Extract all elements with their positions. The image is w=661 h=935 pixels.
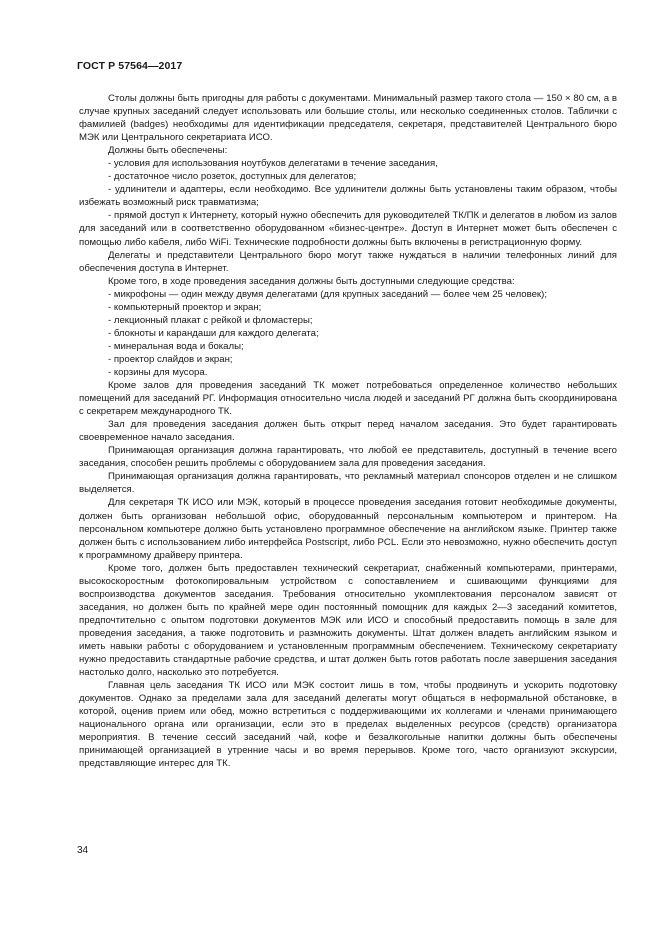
standard-title: ГОСТ Р 57564—2017 (77, 60, 183, 72)
paragraph-sponsor-material: Принимающая организация должна гарантировать, что рекламный материал спонсоров отделен и не слишком выделяется. (79, 471, 617, 496)
list-item-bins: - корзины для мусора. (108, 366, 208, 378)
paragraph-meeting-goal: Главная цель заседания ТК ИСО или МЭК состоит лишь в том, чтобы продвинуть и ускорить подготовку документов. Однако за пределами зала для заседаний делегаты могут общаться в неформальной обстановке, в которой, оценив прием или обед, можно встретиться с поддерживающими их коллегами и членами принимающего национального органа или организации, если это в пределах выделенных ресурсов (средств) организатора мероприятия. В течение сессий заседаний чай, кофе и безалкогольные напитки должны быть обеспечены принимающей организацией в утренние часы и во время перерывов. Кроме того, часто организуют экскурсии, представляющие интерес для ТК. (79, 680, 617, 770)
list-item-slide-projector: - проектор слайдов и экран; (108, 353, 233, 365)
paragraph-phone-lines: Делегаты и представители Центрального бюро могут также нуждаться в наличии телефонных линий для обеспечения доступа в Интернет. (79, 249, 617, 274)
paragraph-room-opening: Зал для проведения заседания должен быть открыт перед началом заседания. Это будет гарантировать своевременное начало заседания. (79, 419, 617, 444)
list-item-notepads: - блокноты и карандаши для каждого делегата; (108, 327, 319, 339)
paragraph-facilities-intro: Кроме того, в ходе проведения заседания должны быть доступными следующие средства: (108, 275, 515, 287)
list-item-laptops: - условия для использования ноутбуков делегатами в течение заседания, (108, 158, 438, 170)
paragraph-technical-secretariat: Кроме того, должен быть предоставлен технический секретариат, снабженный компьютерами, принтерами, высокоскоростным фотокопировальным устройством с сопоставлением и сшивающими функциями для воспроизводства документов заседания. Требования относительно укомплектования персоналом зависят от заседания, но должен быть по крайней мере один постоянный помощник для каждых 2—3 заседаний комитетов, предпочтительно с опытом подготовки документов МЭК или ИСО и способный предоставить помощь в зале для проведения заседания, а также подготовить и размножить документы. Штат должен владеть английским языком и иметь навыки работы с оборудованием и установленным программным обеспечением. Техническому секретариату нужно предоставить стандартные рабочие средства, и штат должен быть готов работать после завершения заседания настолько долго, насколько это потребуется. (79, 562, 617, 679)
list-item-microphones: - микрофоны — один между двумя делегатами (для крупных заседаний — более чем 25 человек); (108, 288, 547, 300)
paragraph-tables: Столы должны быть пригодны для работы с документами. Минимальный размер такого стола — 150 × 80 см, а в случае крупных заседаний следует использовать или большие столы, или несколько соединенных столов. Таблички с фамилией (badges) необходимы для идентификации председателя, секретаря, представителей Центрального бюро МЭК или Центрального секретариата ИСО. (79, 93, 617, 144)
paragraph-host-representative: Принимающая организация должна гарантировать, что любой ее представитель, доступный в течение всего заседания, способен решить проблемы с оборудованием зала для проведения заседания. (79, 445, 617, 470)
page-number: 34 (77, 845, 89, 856)
paragraph-secretary-office: Для секретаря ТК ИСО или МЭК, который в процессе проведения заседания готовит необходимые документы, должен быть организован небольшой офис, оборудованный персональным компьютером и принтером. На персональном компьютере должно быть установлено программное обеспечение на английском языке. Принтер также должен быть с использованием либо интерфейса Postscript, либо PCL. Если это невозможно, нужно обеспечить доступ к программному драйверу принтера. (79, 497, 617, 561)
list-item-extension-cords: - удлинители и адаптеры, если необходимо. Все удлинители должны быть установлены таким образом, чтобы избежать возможный риск травматизма; (79, 184, 617, 209)
list-item-sockets: - достаточное число розеток, доступных для делегатов; (108, 171, 357, 183)
list-item-internet-access: - прямой доступ к Интернету, который нужно обеспечить для руководителей ТК/ПК и делегатов в любом из залов для заседаний или в соответственно оборудованном «бизнес-центре». Доступ в Интернет может быть обеспечен с помощью либо кабеля, либо WiFi. Технические подробности должны быть включены в регистрационную форму. (79, 210, 617, 248)
document-header (77, 60, 182, 72)
paragraph-wg-rooms: Кроме залов для проведения заседаний ТК может потребоваться определенное количество небольших помещений для заседаний РГ. Информация относительно числа людей и заседаний РГ должна быть скоординирована с секретарем международного ТК. (79, 380, 617, 418)
list-item-flipchart: - лекционный плакат с рейкой и фломастеры; (108, 314, 313, 326)
paragraph-provisions-intro: Должны быть обеспечены: (108, 145, 228, 157)
document-body (79, 92, 617, 770)
list-item-projector: - компьютерный проектор и экран; (108, 301, 262, 313)
page-footer (77, 845, 88, 856)
list-item-water: - минеральная вода и бокалы; (108, 340, 244, 352)
